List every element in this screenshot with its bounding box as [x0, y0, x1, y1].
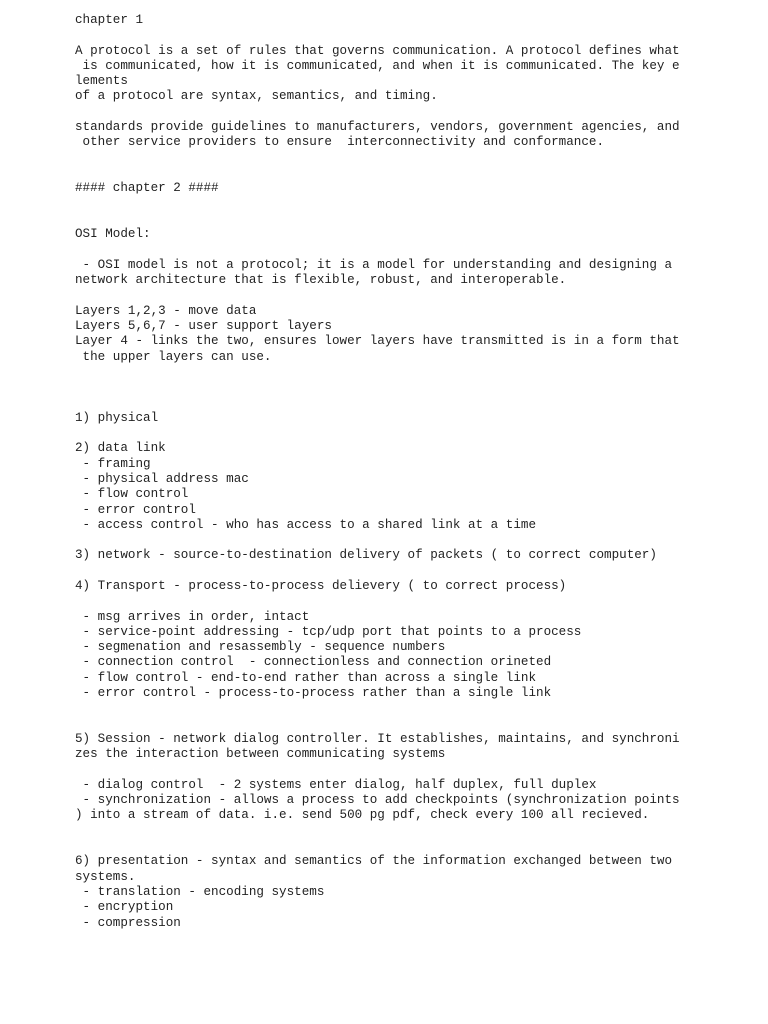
text-line: - connection control - connectionless and connection orineted	[75, 655, 552, 670]
text-line	[75, 594, 755, 609]
document-page	[75, 13, 755, 931]
text-line: is communicated, how it is communicated, and when it is communicated. The key e	[75, 58, 680, 73]
text-line	[75, 839, 755, 854]
text-line: Layers 5,6,7 - user support layers	[75, 318, 332, 333]
text-line: - translation - encoding systems	[75, 884, 325, 899]
text-line: zes the interaction between communicating systems	[75, 747, 446, 762]
text-line	[75, 717, 755, 732]
text-line: standards provide guidelines to manufacturers, vendors, government agencies, and	[75, 120, 680, 135]
text-line	[75, 395, 755, 410]
text-line	[75, 166, 755, 181]
text-line: - synchronization - allows a process to add checkpoints (synchronization points	[75, 793, 680, 808]
text-line: - flow control - end-to-end rather than across a single link	[75, 670, 537, 685]
text-line	[75, 533, 755, 548]
text-line	[75, 365, 755, 380]
text-line: of a protocol are syntax, semantics, and timing.	[75, 89, 438, 104]
text-line	[75, 564, 755, 579]
text-line	[75, 288, 755, 303]
text-line	[75, 242, 755, 257]
text-line: A protocol is a set of rules that governs communication. A protocol defines what	[75, 43, 680, 58]
text-line: - compression	[75, 915, 181, 930]
text-line: - access control - who has access to a shared link at a time	[75, 517, 537, 532]
text-line: - segmenation and resassembly - sequence numbers	[75, 640, 446, 655]
text-line	[75, 824, 755, 839]
text-line: - encryption	[75, 900, 174, 915]
text-line	[75, 151, 755, 166]
text-line: 5) Session - network dialog controller. It establishes, maintains, and synchroni	[75, 731, 680, 746]
text-line: other service providers to ensure interconnectivity and conformance.	[75, 135, 605, 150]
text-line: lements	[75, 74, 128, 89]
text-line: - service-point addressing - tcp/udp port that points to a process	[75, 624, 582, 639]
text-line: - flow control	[75, 487, 189, 502]
text-line: the upper layers can use.	[75, 349, 272, 364]
text-line: 4) Transport - process-to-process delievery ( to correct process)	[75, 578, 567, 593]
text-line: - physical address mac	[75, 471, 249, 486]
text-line: chapter 1	[75, 13, 144, 27]
text-line	[75, 28, 755, 43]
text-line: Layer 4 - links the two, ensures lower layers have transmitted is in a form that	[75, 334, 680, 349]
text-line: - error control	[75, 502, 196, 517]
text-line	[75, 763, 755, 778]
text-line	[75, 197, 755, 212]
text-line	[75, 701, 755, 716]
text-line	[75, 212, 755, 227]
text-line	[75, 105, 755, 120]
text-line	[75, 426, 755, 441]
text-line: OSI Model:	[75, 227, 151, 242]
text-line: 1) physical	[75, 410, 159, 425]
text-line: 2) data link	[75, 441, 166, 456]
text-line: - framing	[75, 456, 151, 471]
text-line: - msg arrives in order, intact	[75, 609, 310, 624]
text-line: - error control - process-to-process rather than a single link	[75, 686, 552, 701]
text-line: 6) presentation - syntax and semantics of the information exchanged between two	[75, 854, 673, 869]
text-line: #### chapter 2 ####	[75, 181, 219, 196]
text-line	[75, 380, 755, 395]
text-line: - OSI model is not a protocol; it is a model for understanding and designing a	[75, 257, 673, 272]
text-line: - dialog control - 2 systems enter dialog, half duplex, full duplex	[75, 777, 597, 792]
text-line: systems.	[75, 869, 136, 884]
text-line: network architecture that is flexible, robust, and interoperable.	[75, 273, 567, 288]
text-line: 3) network - source-to-destination delivery of packets ( to correct computer)	[75, 548, 657, 563]
text-line: Layers 1,2,3 - move data	[75, 303, 257, 318]
text-line: ) into a stream of data. i.e. send 500 pg pdf, check every 100 all recieved.	[75, 808, 650, 823]
